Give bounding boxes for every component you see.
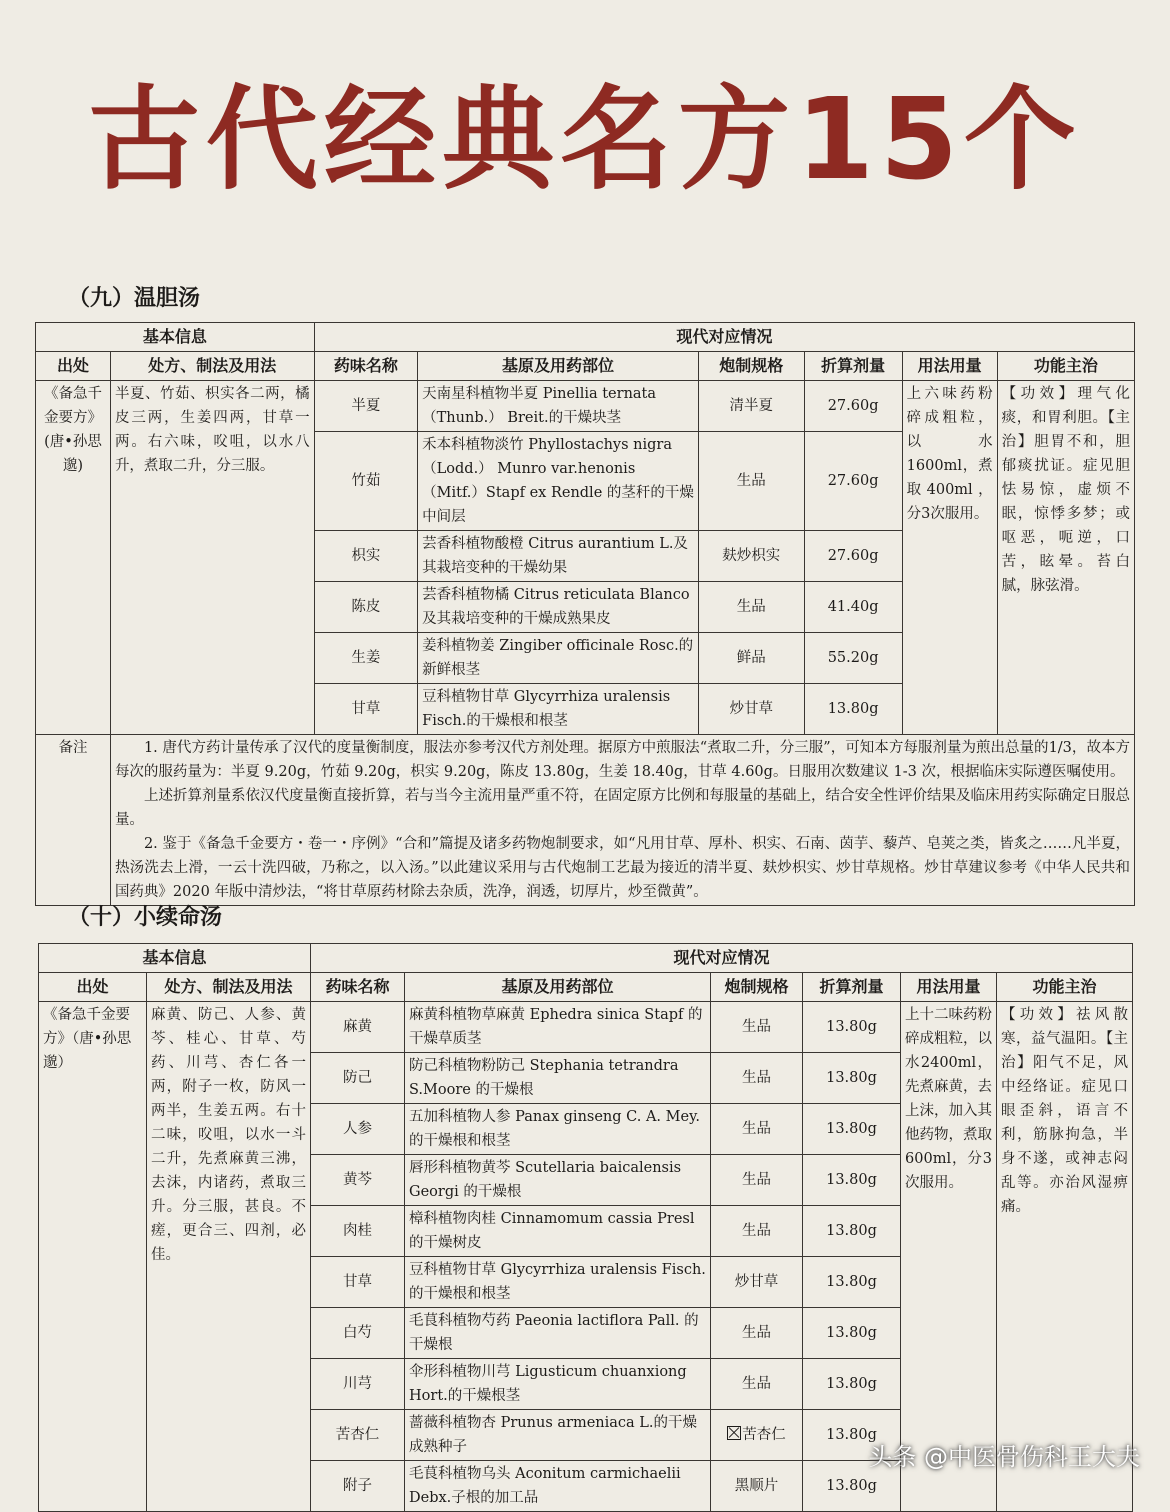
herb-name: 陈皮 [314, 582, 417, 633]
col-header-source: 出处 [39, 973, 147, 1002]
herb-spec: 生品 [711, 1155, 803, 1206]
prescription-cell: 麻黄、防己、人参、黄芩、桂心、甘草、芍药、川芎、杏仁各一两，附子一枚，防风一两半，生姜五两。右十二味，㕮咀，以水一斗二升，先煮麻黄三沸，去沫，内诸药，煮取三升。分三服，甚良。不瘥，更合三、四剂，必佳。 [147, 1002, 311, 1512]
herb-spec: 生品 [711, 1002, 803, 1053]
herb-dose: 13.80g [803, 1257, 901, 1308]
group-basic-header: 基本信息 [36, 323, 315, 352]
col-header-prescription: 处方、制法及用法 [110, 352, 314, 381]
herb-dose: 13.80g [803, 1461, 901, 1512]
herb-origin: 芸香科植物橘 Citrus reticulata Blanco 及其栽培变种的干燥成熟果皮 [418, 582, 699, 633]
herb-dose: 13.80g [803, 1053, 901, 1104]
herb-origin: 天南星科植物半夏 Pinellia ternata （Thunb.） Breit.的干燥块茎 [418, 381, 699, 432]
prescription-cell: 半夏、竹茹、枳实各二两，橘皮三两，生姜四两，甘草一两。右六味，㕮咀，以水八升，煮取二升，分三服。 [110, 381, 314, 735]
checkbox-x-icon [727, 1426, 741, 1440]
herb-name: 枳实 [314, 531, 417, 582]
section-heading-10: （十）小续命汤 [68, 905, 223, 930]
herb-spec: 生品 [711, 1104, 803, 1155]
herb-spec: 黑顺片 [711, 1461, 803, 1512]
col-header-origin: 基原及用药部位 [405, 973, 711, 1002]
herb-name: 苦杏仁 [311, 1410, 405, 1461]
herb-spec: 炒甘草 [698, 684, 804, 735]
herb-spec: 生品 [711, 1206, 803, 1257]
col-header-spec: 炮制规格 [711, 973, 803, 1002]
herb-spec: 生品 [698, 432, 804, 531]
herb-name: 川芎 [311, 1359, 405, 1410]
herb-origin: 姜科植物姜 Zingiber officinale Rosc.的新鲜根茎 [418, 633, 699, 684]
herb-spec: 苦杏仁 [742, 1427, 786, 1443]
note-paragraph: 上述折算剂量系依汉代度量衡直接折算，若与当今主流用量严重不符，在固定原方比例和每服量的基础上，结合安全性评价结果及临床用药实际确定日服总量。 [114, 788, 1130, 828]
col-header-origin: 基原及用药部位 [418, 352, 699, 381]
col-header-usage: 用法用量 [902, 352, 997, 381]
herb-dose: 13.80g [803, 1410, 901, 1461]
herb-origin: 毛茛科植物芍药 Paeonia lactiflora Pall. 的干燥根 [405, 1308, 711, 1359]
col-header-dose: 折算剂量 [803, 973, 901, 1002]
herb-origin: 毛茛科植物乌头 Aconitum carmichaelii Debx.子根的加工品 [405, 1461, 711, 1512]
herb-origin: 蔷薇科植物杏 Prunus armeniaca L.的干燥成熟种子 [405, 1410, 711, 1461]
herb-dose: 27.60g [804, 432, 902, 531]
page-title: 古代经典名方15个 [88, 75, 1082, 205]
function-cell: 【功效】理气化痰，和胃利胆。【主治】胆胃不和，胆郁痰扰证。症见胆怯易惊，虚烦不眠，惊悸多梦；或呕恶，呃逆，口苦，眩晕。苔白腻，脉弦滑。 [997, 381, 1134, 735]
col-header-source: 出处 [36, 352, 111, 381]
herb-dose: 13.80g [803, 1206, 901, 1257]
source-cell: 《备急千金要方》(唐•孙思邈) [36, 381, 111, 735]
prescription-table-9 [35, 322, 1135, 906]
prescription-table-10 [38, 943, 1133, 1512]
herb-name: 甘草 [311, 1257, 405, 1308]
herb-dose: 13.80g [803, 1359, 901, 1410]
usage-cell: 上十二味药粉碎成粗粒，以水2400ml，先煮麻黄，去上沫，加入其他药物，煮取600ml，分3次服用。 [901, 1002, 997, 1512]
col-header-usage: 用法用量 [901, 973, 997, 1002]
herb-dose: 13.80g [804, 684, 902, 735]
herb-origin: 伞形科植物川芎 Ligusticum chuanxiong Hort.的干燥根茎 [405, 1359, 711, 1410]
herb-dose: 13.80g [803, 1104, 901, 1155]
herb-dose: 41.40g [804, 582, 902, 633]
col-header-prescription: 处方、制法及用法 [147, 973, 311, 1002]
herb-name: 人参 [311, 1104, 405, 1155]
col-header-herb: 药味名称 [314, 352, 417, 381]
watermark: 头条 @中医骨伤科王大夫 [868, 1443, 1140, 1471]
group-modern-header: 现代对应情况 [314, 323, 1134, 352]
col-header-spec: 炮制规格 [698, 352, 804, 381]
herb-spec-cell [711, 1410, 803, 1461]
herb-spec: 鲜品 [698, 633, 804, 684]
herb-name: 肉桂 [311, 1206, 405, 1257]
group-modern-header: 现代对应情况 [311, 944, 1133, 973]
herb-dose: 13.80g [803, 1002, 901, 1053]
col-header-function: 功能主治 [997, 352, 1134, 381]
herb-spec: 生品 [711, 1053, 803, 1104]
herb-origin: 禾本科植物淡竹 Phyllostachys nigra（Lodd.） Munro var.henonis （Mitf.）Stapf ex Rendle 的茎秆的干燥中间层 [418, 432, 699, 531]
herb-spec: 生品 [711, 1308, 803, 1359]
col-header-function: 功能主治 [997, 973, 1133, 1002]
herb-name: 生姜 [314, 633, 417, 684]
col-header-herb: 药味名称 [311, 973, 405, 1002]
herb-spec: 麸炒枳实 [698, 531, 804, 582]
herb-origin: 豆科植物甘草 Glycyrrhiza uralensis Fisch.的干燥根和根茎 [418, 684, 699, 735]
herb-origin: 豆科植物甘草 Glycyrrhiza uralensis Fisch.的干燥根和根茎 [405, 1257, 711, 1308]
herb-spec: 生品 [698, 582, 804, 633]
note-paragraph: 1. 唐代方药计量传承了汉代的度量衡制度，服法亦参考汉代方剂处理。据原方中煎服法“煮取二升，分三服”，可知本方每服剂量为煎出总量的1/3，故本方每次的服药量为：半夏 9.20g，竹茹 9.20g，枳实 9.20g，陈皮 13.80g，生姜 18.40g，甘草 4.60g。日服用次数建议 1-3 次，根据临床实际遵医嘱使用。 [114, 740, 1130, 780]
section-heading-9: （九）温胆汤 [68, 286, 201, 311]
herb-name: 甘草 [314, 684, 417, 735]
usage-cell: 上六味药粉碎成粗粒，以水1600ml，煮取400ml，分3次服用。 [902, 381, 997, 735]
note-label: 备注 [36, 735, 111, 906]
herb-name: 竹茹 [314, 432, 417, 531]
source-cell: 《备急千金要方》（唐•孙思邈） [39, 1002, 147, 1512]
herb-origin: 麻黄科植物草麻黄 Ephedra sinica Stapf 的干燥草质茎 [405, 1002, 711, 1053]
herb-dose: 27.60g [804, 531, 902, 582]
group-basic-header: 基本信息 [39, 944, 311, 973]
herb-name: 麻黄 [311, 1002, 405, 1053]
herb-name: 附子 [311, 1461, 405, 1512]
herb-dose: 13.80g [803, 1155, 901, 1206]
herb-spec: 清半夏 [698, 381, 804, 432]
note-paragraph: 2. 鉴于《备急千金要方・卷一・序例》“合和”篇提及诸多药物炮制要求，如“凡用甘草、厚朴、枳实、石南、茵芋、藜芦、皂荚之类，皆炙之……凡半夏，热汤洗去上滑，一云十洗四破，乃称之，以入汤。”以此建议采用与古代炮制工艺最为接近的清半夏、麸炒枳实、炒甘草规格。炒甘草建议参考《中华人民共和国药典》2020 年版中清炒法，“将甘草原药材除去杂质，洗净，润透，切厚片，炒至微黄”。 [114, 836, 1130, 900]
herb-dose: 55.20g [804, 633, 902, 684]
herb-name: 黄芩 [311, 1155, 405, 1206]
herb-origin: 五加科植物人参 Panax ginseng C. A. Mey.的干燥根和根茎 [405, 1104, 711, 1155]
herb-name: 白芍 [311, 1308, 405, 1359]
herb-origin: 防己科植物粉防己 Stephania tetrandra S.Moore 的干燥根 [405, 1053, 711, 1104]
herb-name: 半夏 [314, 381, 417, 432]
herb-dose: 13.80g [803, 1308, 901, 1359]
herb-spec: 炒甘草 [711, 1257, 803, 1308]
herb-origin: 唇形科植物黄芩 Scutellaria baicalensis Georgi 的干燥根 [405, 1155, 711, 1206]
herb-origin: 樟科植物肉桂 Cinnamomum cassia Presl 的干燥树皮 [405, 1206, 711, 1257]
note-cell [110, 735, 1134, 906]
herb-dose: 27.60g [804, 381, 902, 432]
function-cell: 【功效】祛风散寒，益气温阳。【主治】阳气不足，风中经络证。症见口眼歪斜，语言不利，筋脉拘急，半身不遂，或神志闷乱等。亦治风湿痹痛。 [997, 1002, 1133, 1512]
col-header-dose: 折算剂量 [804, 352, 902, 381]
herb-spec: 生品 [711, 1359, 803, 1410]
herb-name: 防己 [311, 1053, 405, 1104]
herb-origin: 芸香科植物酸橙 Citrus aurantium L.及其栽培变种的干燥幼果 [418, 531, 699, 582]
